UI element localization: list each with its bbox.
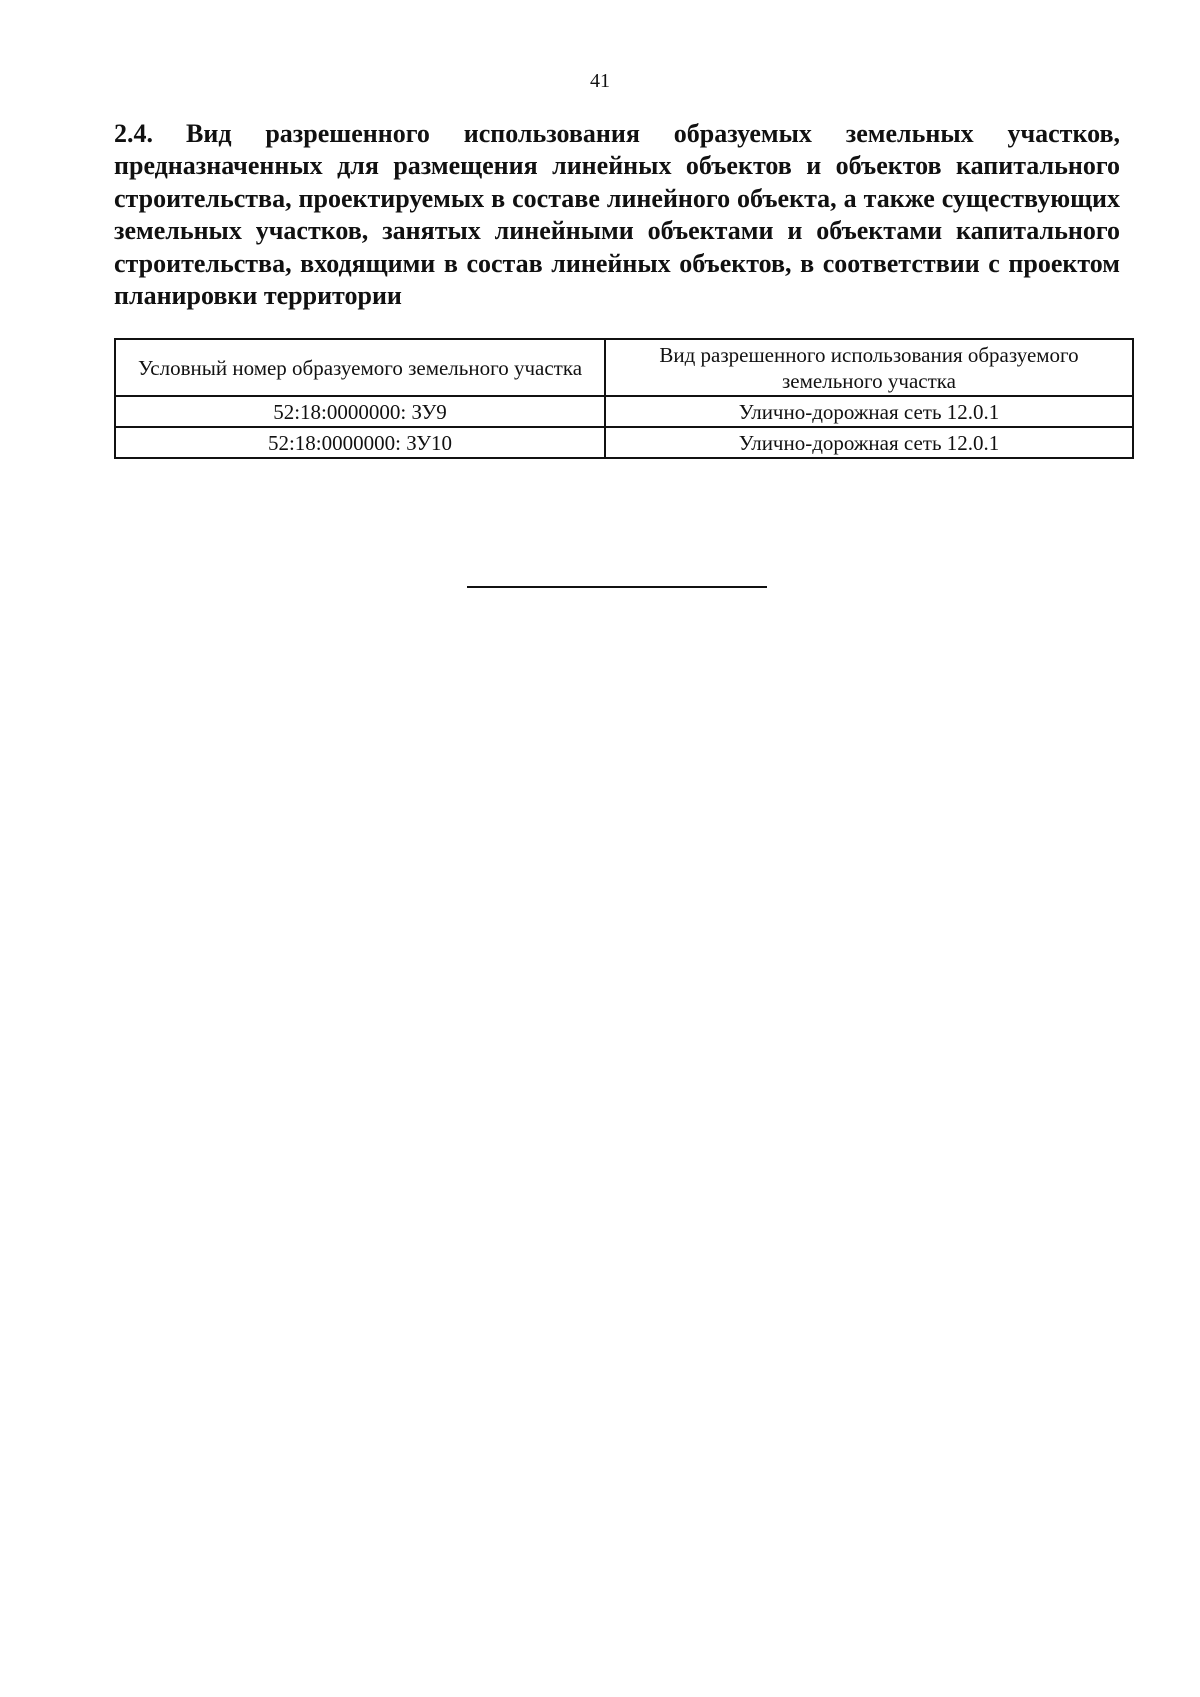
cell-permitted-use: Улично-дорожная сеть 12.0.1 bbox=[605, 396, 1133, 427]
section-number: 2.4. bbox=[114, 119, 153, 148]
table-row bbox=[115, 427, 1133, 458]
end-of-section-divider bbox=[467, 586, 767, 588]
cell-plot-number: 52:18:0000000: ЗУ10 bbox=[115, 427, 605, 458]
header-permitted-use: Вид разрешенного использования образуемого земельного участка bbox=[605, 339, 1133, 396]
header-plot-number: Условный номер образуемого земельного участка bbox=[115, 339, 605, 396]
table-header-row bbox=[115, 339, 1133, 396]
cell-permitted-use: Улично-дорожная сеть 12.0.1 bbox=[605, 427, 1133, 458]
cell-plot-number: 52:18:0000000: ЗУ9 bbox=[115, 396, 605, 427]
table-row bbox=[115, 396, 1133, 427]
section-title: Вид разрешенного использования образуемых земельных участков, предназначенных для размещения линейных объектов и объектов капитального строительства, проектируемых в составе линейного объекта, а также существующих земельных участков, занятых линейными объектами и объектами капитального строительства, входящими в состав линейных объектов, в соответствии с проектом планировки территории bbox=[114, 119, 1120, 311]
section-heading bbox=[114, 118, 1120, 312]
page-number: 41 bbox=[590, 70, 610, 92]
land-plots-table bbox=[114, 338, 1134, 459]
